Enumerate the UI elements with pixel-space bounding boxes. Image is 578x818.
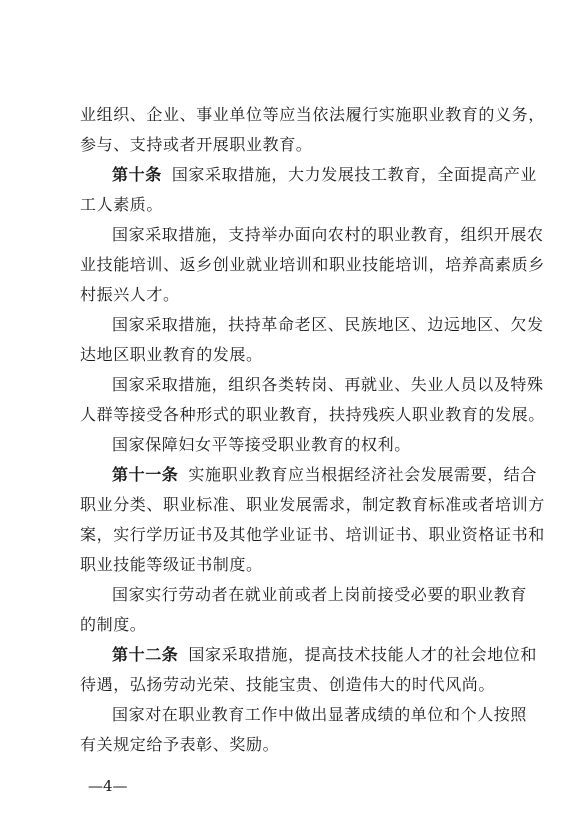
- text-line: 村振兴人才。: [80, 285, 180, 304]
- text-line: 业组织、企业、事业单位等应当依法履行实施职业教育的义务，: [80, 105, 545, 124]
- text-line: 业技能培训、返乡创业就业培训和职业技能培训，培养高素质乡: [80, 255, 545, 274]
- article-heading: 第十一条: [112, 465, 179, 484]
- text-span: 国家采取措施，提高技术技能人才的社会地位和: [188, 645, 538, 664]
- article-heading: 第十条: [112, 165, 162, 184]
- article-first-line: [112, 640, 538, 670]
- text-line: 职业技能等级证书制度。: [80, 555, 263, 574]
- text-line: 国家实行劳动者在就业前或者上岗前接受必要的职业教育: [112, 585, 528, 604]
- text-line: 参与、支持或者开展职业教育。: [80, 135, 313, 154]
- text-line: 工人素质。: [80, 195, 164, 214]
- text-line: 国家采取措施，组织各类转岗、再就业、失业人员以及特殊: [112, 375, 544, 394]
- text-line: 案，实行学历证书及其他学业证书、培训证书、职业资格证书和: [80, 525, 545, 544]
- text-line: 待遇，弘扬劳动光荣、技能宝贵、创造伟大的时代风尚。: [80, 675, 496, 694]
- text-line: 国家保障妇女平等接受职业教育的权利。: [112, 435, 411, 454]
- text-line: 人群等接受各种形式的职业教育，扶持残疾人职业教育的发展。: [80, 405, 545, 424]
- text-line: 的制度。: [80, 615, 147, 634]
- text-line: 有关规定给予表彰、奖励。: [80, 735, 280, 754]
- text-line: 职业分类、职业标准、职业发展需求，制定教育标准或者培训方: [80, 495, 545, 514]
- article-first-line: [112, 460, 538, 490]
- page-number: —4—: [88, 777, 128, 795]
- text-line: 国家采取措施，支持举办面向农村的职业教育，组织开展农: [112, 225, 544, 244]
- article-first-line: [112, 160, 538, 190]
- text-span: 国家采取措施，大力发展技工教育，全面提高产业: [171, 165, 538, 184]
- text-line: 国家采取措施，扶持革命老区、民族地区、边远地区、欠发: [112, 315, 544, 334]
- text-line: 达地区职业教育的发展。: [80, 345, 263, 364]
- article-heading: 第十二条: [112, 645, 179, 664]
- text-line: 国家对在职业教育工作中做出显著成绩的单位和个人按照: [112, 705, 528, 724]
- text-span: 实施职业教育应当根据经济社会发展需要，结合: [188, 465, 538, 484]
